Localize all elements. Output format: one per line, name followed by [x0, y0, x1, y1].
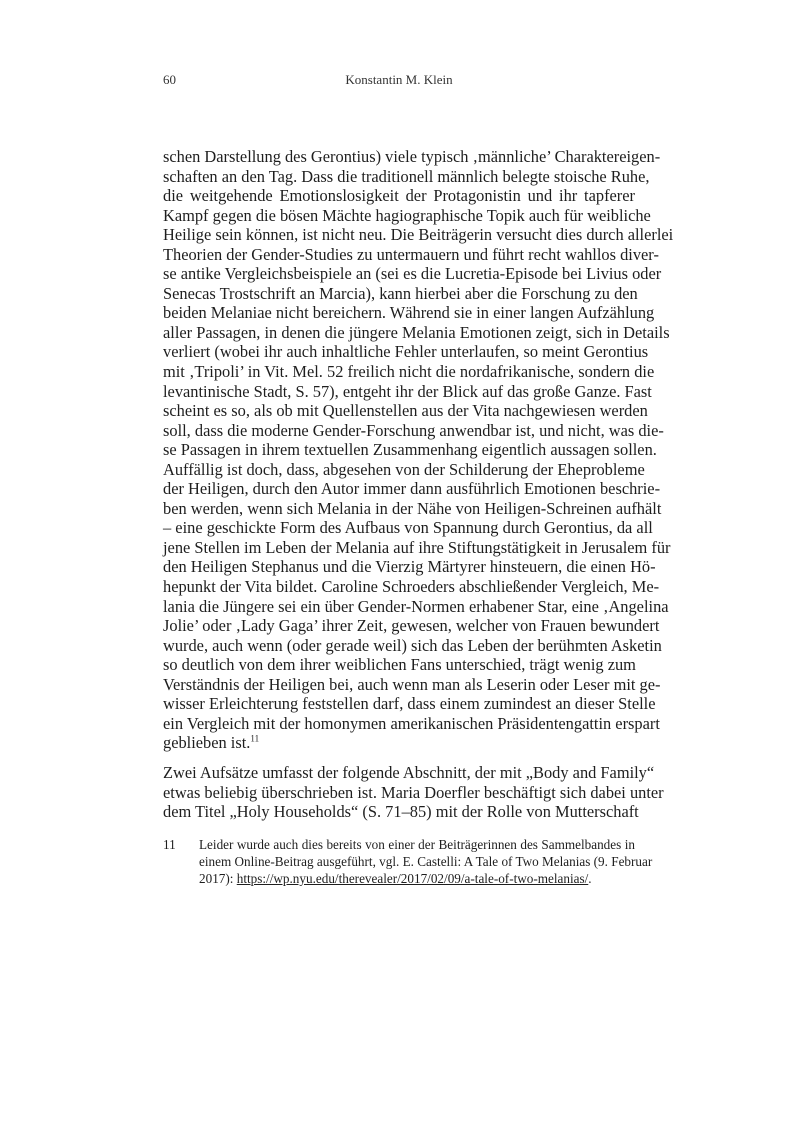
footnote-number: 11 [163, 837, 176, 852]
text-line: wurde, auch wenn (oder gerade weil) sich das Leben der berühmten Asketin [163, 635, 662, 655]
text-line: hepunkt der Vita bildet. Caroline Schroeders abschließender Vergleich, Me- [163, 577, 660, 597]
text-line: jene Stellen im Leben der Melania auf ihre Stiftungstätigkeit in Jerusalem für [163, 537, 671, 557]
footnote [163, 836, 653, 887]
page-header [163, 72, 635, 92]
text-line: Verständnis der Heiligen bei, auch wenn man als Leserin oder Leser mit ge- [163, 674, 661, 694]
text-line: wisser Erleichterung feststellen darf, dass einem zumindest an dieser Stelle [163, 694, 656, 714]
text-line: die weitgehende Emotionslosigkeit der Protagonistin und ihr tapferer [163, 186, 635, 206]
text-line: ben werden, wenn sich Melania in der Nähe von Heiligen-Schreinen aufhält [163, 498, 662, 518]
text-line: – eine geschickte Form des Aufbaus von Spannung durch Gerontius, da all [163, 518, 653, 538]
text-line: so deutlich von dem ihrer weiblichen Fans unterschied, trägt wenig zum [163, 655, 636, 675]
text-line: Kampf gegen die bösen Mächte hagiographische Topik auch für weibliche [163, 205, 651, 225]
text-line: geblieben ist.$^{11}$ [163, 733, 260, 753]
text-line: etwas beliebig überschrieben ist. Maria Doerfler beschäftigt sich dabei unter [163, 782, 664, 802]
footnote-line: Leider wurde auch dies bereits von einer der Beiträgerinnen des Sammelbandes in [199, 837, 635, 852]
text-line: Auffällig ist doch, dass, abgesehen von der Schilderung der Eheprobleme [163, 459, 645, 479]
text-line: lania die Jüngere sei ein über Gender-Normen erhabener Star, eine ‚Angelina [163, 596, 669, 616]
footnote-line: einem Online-Beitrag ausgeführt, vgl. E. Castelli: A Tale of Two Melanias (9. Februar [199, 854, 653, 869]
footnote-line-prefix: 2017): [199, 871, 237, 886]
text-line: mit ‚Tripoli’ in Vit. Mel. 52 freilich nicht die nordafrikanische, sondern die [163, 362, 655, 382]
text-line: Zwei Aufsätze umfasst der folgende Abschnitt, der mit „Body and Family“ [163, 762, 655, 782]
text-line: verliert (wobei ihr auch inhaltliche Fehler unterlaufen, so meint Gerontius [163, 342, 649, 362]
page-number: 60 [163, 72, 176, 87]
text-line: der Heiligen, durch den Autor immer dann ausführlich Emotionen beschrie- [163, 479, 661, 499]
text-line: ein Vergleich mit der homonymen amerikanischen Präsidentengattin erspart [163, 713, 660, 733]
text-line: Senecas Trostschrift an Marcia), kann hierbei aber die Forschung zu den [163, 283, 638, 303]
footnote-line [199, 870, 635, 887]
body-text [163, 147, 674, 822]
text-line: den Heiligen Stephanus und die Vierzig Märtyrer hinsteuern, die einen Hö- [163, 557, 656, 577]
paragraph-2 [163, 762, 664, 822]
text-line: scheint es so, als ob mit Quellenstellen aus der Vita nachgewiesen werden [163, 401, 648, 421]
text-line: schaften an den Tag. Dass die traditionell männlich belegte stoische Ruhe, [163, 166, 650, 186]
text-line: beiden Melaniae nicht bereichern. Während sie in einer langen Aufzählung [163, 303, 655, 323]
text-line: Jolie’ oder ‚Lady Gaga’ ihrer Zeit, gewesen, welcher von Frauen bewundert [163, 616, 660, 636]
text-line: levantinische Stadt, S. 57), entgeht ihr der Blick auf das große Ganze. Fast [163, 381, 652, 401]
text-line: aller Passagen, in denen die jüngere Melania Emotionen zeigt, sich in Details [163, 322, 670, 342]
text-line: Heilige sein können, ist nicht neu. Die Beiträgerin versucht dies durch allerlei [163, 225, 674, 245]
text-line: schen Darstellung des Gerontius) viele typisch ‚männliche’ Charaktereigen- [163, 147, 661, 166]
footnote-line-suffix: . [588, 871, 592, 886]
text-line: dem Titel „Holy Households“ (S. 71–85) mit der Rolle von Mutterschaft [163, 802, 639, 822]
footnote-reference[interactable]: 11 [250, 733, 260, 744]
paragraph-1 [163, 147, 674, 753]
text-line: se antike Vergleichsbeispiele an (sei es die Lucretia-Episode bei Livius oder [163, 264, 662, 284]
footnote-text [199, 836, 653, 887]
text-line: se Passagen in ihrem textuellen Zusammenhang eigentlich aussagen sollen. [163, 440, 657, 460]
footnote-url-link[interactable]: https://wp.nyu.edu/therevealer/2017/02/09/a-tale-of-two-melanias/ [236, 871, 589, 886]
text-line: Theorien der Gender-Studies zu untermauern und führt recht wahllos diver- [163, 244, 659, 264]
text-line: soll, dass die moderne Gender-Forschung anwendbar ist, und nicht, was die- [163, 420, 664, 440]
running-title: Konstantin M. Klein [345, 72, 453, 87]
